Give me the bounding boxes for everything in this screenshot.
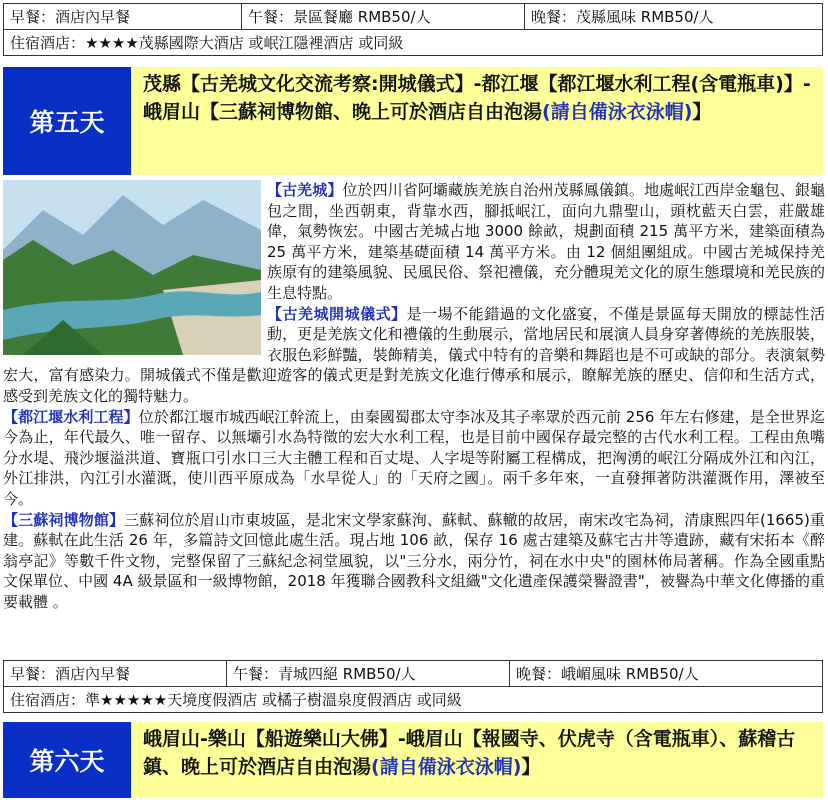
section-tag: 【古羌城】 xyxy=(267,181,343,199)
dujiangyan-photo xyxy=(3,180,261,355)
lunch-cell: 午餐：青城四絕 RMB50/人 xyxy=(227,661,510,687)
day5-band xyxy=(3,67,823,175)
day6-label: 第六天 xyxy=(3,722,131,798)
hotel-cell: 住宿酒店：★★★★茂縣國際大酒店 或岷江隱裡酒店 或同級 xyxy=(4,30,823,56)
section-dujiangyan xyxy=(3,407,825,510)
day6-title-note: (請自備泳衣泳帽) xyxy=(371,756,522,778)
day5-meal-table xyxy=(3,660,823,713)
breakfast-cell: 早餐：酒店內早餐 xyxy=(4,4,242,30)
day5-description xyxy=(3,180,825,612)
section-tag: 【三蘇祠博物館】 xyxy=(3,510,125,529)
day5-title-note: (請自備泳衣泳帽) xyxy=(542,101,693,123)
day6-band xyxy=(3,722,823,798)
section-text: 位於四川省阿壩藏族羌族自治州茂縣鳳儀鎮。地處岷江西岸金龜包、銀龜包之間，坐西朝東，背靠水西，腳抵岷江，面向九鼎聖山，頭枕藍天白雲，莊嚴雄偉，氣勢恢宏。中國古羌城占地 3000 餘畝，規劃面積 215 萬平方米，建築面積為 25 萬平方米，建築基礎面積 14 萬平方米。由 12 個組團組成。中國古羌城保持羌族原有的建築風貌、民風民俗、祭祀禮儀，充分體現羌文化的原生態環境和羌民族的生息特點。 xyxy=(267,181,825,302)
day6-title-end: 】 xyxy=(521,756,541,778)
hotel-cell: 住宿酒店：準★★★★★天境度假酒店 或橘子樹溫泉度假酒店 或同級 xyxy=(4,687,823,713)
section-sansu-museum xyxy=(3,510,825,613)
section-tag: 【都江堰水利工程】 xyxy=(3,407,139,426)
breakfast-cell: 早餐：酒店內早餐 xyxy=(4,661,227,687)
day6-title xyxy=(131,722,823,798)
section-text: 三蘇祠位於眉山市東坡區，是北宋文學家蘇洵、蘇軾、蘇轍的故居，南宋改宅為祠，清康熙四年(1665)重建。蘇軾在此生活 26 年，多篇詩文回憶此處生活。現占地 106 畝，保存 16 處古建築及蘇宅古井等遺跡，藏有宋拓本《醉翁亭記》等數千件文物，完整保留了三蘇紀念祠堂風貌，以"三分水，兩分竹，祠在水中央"的園林佈局著稱。作為全國重點文保單位、中國 4A 級景區和一級博物館，2018 年獲聯合國教科文組織"文化遺產保護榮譽證書"，被譽為中華文化傳播的重要載體 。 xyxy=(3,510,825,611)
day5-title-text: 茂縣【古羌城文化交流考察:開城儀式】-都江堰【都江堰水利工程(含電瓶車)】-峨眉山【三蘇祠博物館、晚上可於酒店自由泡湯 xyxy=(143,73,811,123)
prev-day-meal-table xyxy=(3,3,823,56)
day6-title-text: 峨眉山-樂山【船遊樂山大佛】-峨眉山【報國寺、伏虎寺（含電瓶車）、蘇稽古鎮、晚上可於酒店自由泡湯 xyxy=(143,728,796,778)
section-text: 位於都江堰市城西岷江幹流上，由秦國蜀郡太守李冰及其子率眾於西元前 256 年左右修建，是全世界迄今為止，年代最久、唯一留存、以無壩引水為特徵的宏大水利工程，也是目前中國保存最完整的古代水利工程。工程由魚嘴分水堤、飛沙堰溢洪道、寶瓶口引水口三大主體工程和百丈堤、人字堤等附屬工程構成，把洶湧的岷江分隔成外江和內江，外江排洪，內江引水灌溉，使川西平原成為「水旱從人」的「天府之國」。兩千多年來，一直發揮著防洪灌溉作用，澤被至今。 xyxy=(3,407,825,508)
day5-title-end: 】 xyxy=(692,101,712,123)
dinner-cell: 晚餐：峨嵋風味 RMB50/人 xyxy=(510,661,823,687)
dinner-cell: 晚餐：茂縣風味 RMB50/人 xyxy=(525,4,823,30)
day5-title xyxy=(131,67,823,175)
section-tag: 【古羌城開城儀式】 xyxy=(267,304,407,323)
lunch-cell: 午餐：景區餐廳 RMB50/人 xyxy=(242,4,525,30)
section-text: 是一場不能錯過的文化盛宴，不僅是景區每天開放的標誌性活動，更是羌族文化和禮儀的生動展示，當地居民和展演人員身穿著傳統的羌族服裝，衣服色彩鮮豔，裝飾精美，儀式中特有的音樂和舞蹈也是不可或缺的部分。表演氣勢宏大，富有感染力。開城儀式不僅是歡迎遊客的儀式更是對羌族文化進行傳承和展示，瞭解羌族的歷史、信仰和生活方式，感受到羌族文化的獨特魅力。 xyxy=(3,304,825,405)
day5-label: 第五天 xyxy=(3,67,131,175)
